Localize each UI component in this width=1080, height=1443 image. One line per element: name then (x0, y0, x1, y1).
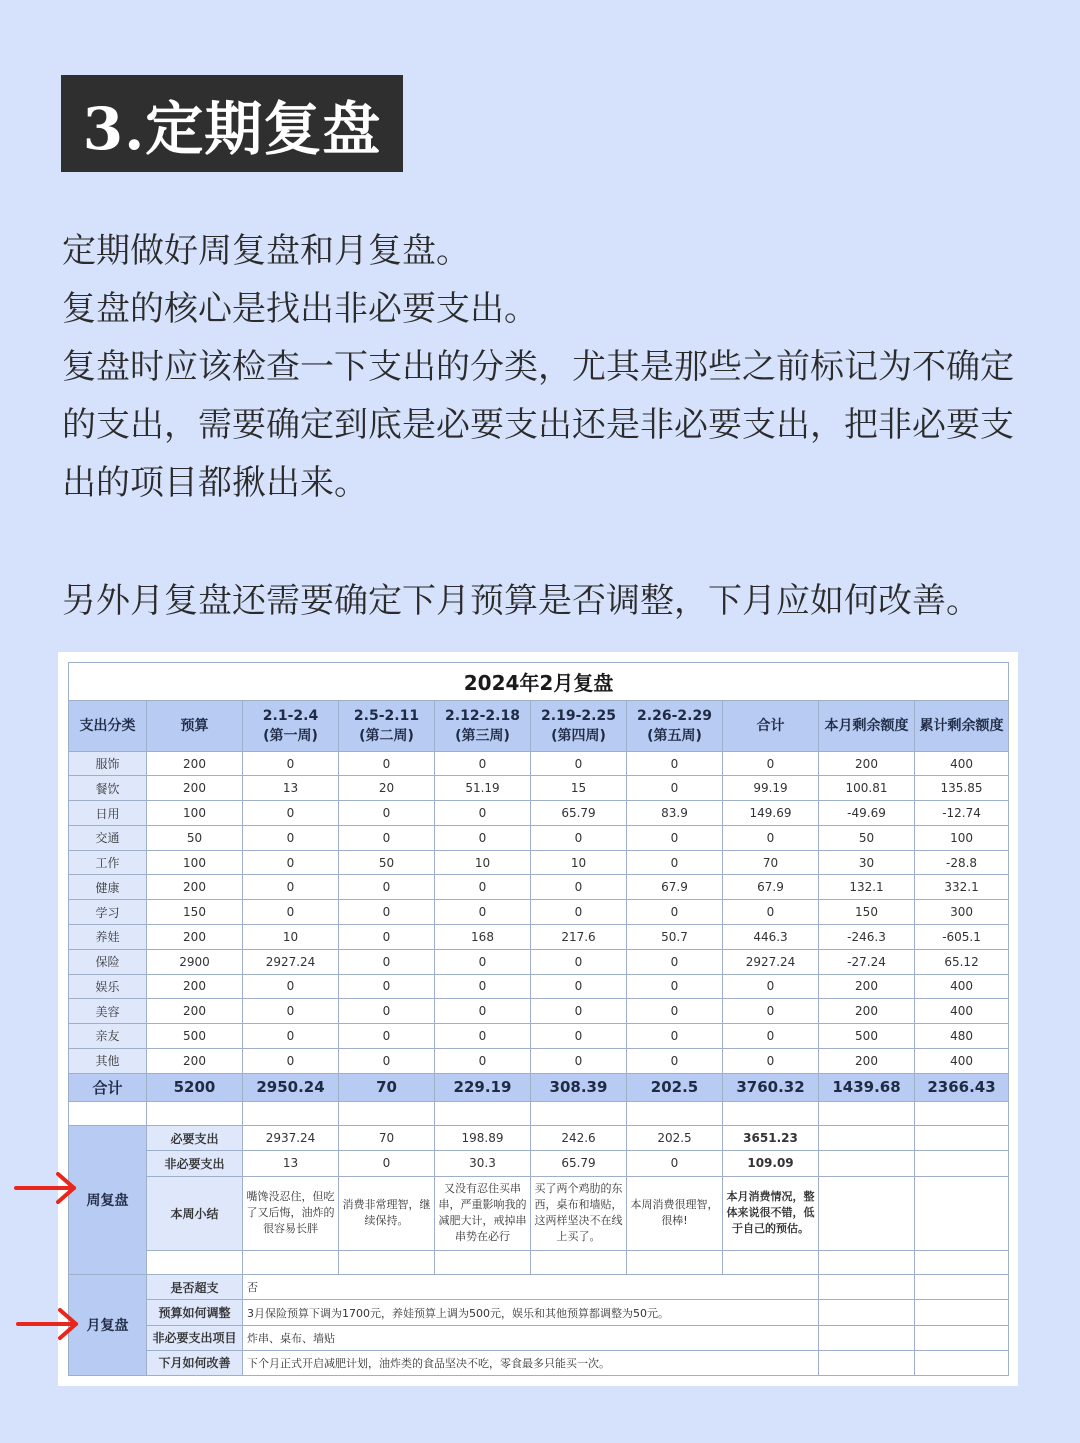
table-cell: 150 (147, 900, 243, 925)
header-month-remain: 本月剩余额度 (819, 701, 915, 751)
category-label: 亲友 (69, 1024, 147, 1049)
table-cell: 500 (819, 1024, 915, 1049)
table-cell: 0 (627, 1151, 723, 1176)
table-cell: 0 (243, 825, 339, 850)
table-cell: 135.85 (915, 776, 1009, 801)
table-cell: 3651.23 (723, 1126, 819, 1151)
table-cell: 0 (627, 1024, 723, 1049)
weekly-necessary-row (69, 1126, 1009, 1151)
table-cell: 0 (339, 801, 435, 826)
total-row (69, 1073, 1009, 1101)
table-cell: 0 (723, 825, 819, 850)
header-week1: 2.1-2.4 (第一周) (243, 701, 339, 751)
week-summary-note: 嘴馋没忍住，但吃了又后悔，油炸的很容易长胖 (243, 1176, 339, 1251)
table-cell: 0 (531, 875, 627, 900)
table-cell: 10 (243, 925, 339, 950)
table-row (69, 825, 1009, 850)
table-cell: 0 (435, 974, 531, 999)
monthly-row (69, 1300, 1009, 1325)
category-label: 服饰 (69, 751, 147, 776)
table-cell: 65.79 (531, 1151, 627, 1176)
weekly-unnecessary-row (69, 1151, 1009, 1176)
table-cell: 13 (243, 1151, 339, 1176)
table-cell: 0 (531, 999, 627, 1024)
table-cell: 0 (339, 1048, 435, 1073)
table-cell: 0 (723, 751, 819, 776)
table-cell: 70 (339, 1126, 435, 1151)
table-cell: 0 (723, 1048, 819, 1073)
table-cell: 0 (339, 925, 435, 950)
table-cell: 0 (627, 974, 723, 999)
table-cell: 200 (819, 751, 915, 776)
table-cell: 132.1 (819, 875, 915, 900)
table-cell: 50.7 (627, 925, 723, 950)
table-cell: 2937.24 (243, 1126, 339, 1151)
monthly-item-value: 3月保险预算下调为1700元，养娃预算上调为500元，娱乐和其他预算都调整为50元。 (243, 1300, 819, 1325)
table-cell: 2950.24 (243, 1073, 339, 1101)
table-cell: 0 (435, 949, 531, 974)
intro-line: 定期做好周复盘和月复盘。 (62, 231, 470, 271)
header-category: 支出分类 (69, 701, 147, 751)
table-cell: 10 (531, 850, 627, 875)
necessary-label: 必要支出 (147, 1126, 243, 1151)
table-cell: 332.1 (915, 875, 1009, 900)
table-cell: 149.69 (723, 801, 819, 826)
table-cell: 0 (435, 825, 531, 850)
table-cell: 50 (819, 825, 915, 850)
table-cell: 0 (627, 949, 723, 974)
table-cell: 100 (915, 825, 1009, 850)
table-cell: 65.79 (531, 801, 627, 826)
table-cell: 0 (531, 974, 627, 999)
table-cell: 0 (723, 999, 819, 1024)
table-cell: 400 (915, 974, 1009, 999)
spacer-row (69, 1101, 1009, 1125)
table-cell: 99.19 (723, 776, 819, 801)
table-cell: 0 (339, 825, 435, 850)
table-row (69, 925, 1009, 950)
table-cell: 200 (147, 1048, 243, 1073)
header-week4: 2.19-2.25 (第四周) (531, 701, 627, 751)
weekly-summary-row (69, 1176, 1009, 1251)
monthly-item-value: 炸串、桌布、墙贴 (243, 1325, 819, 1350)
table-cell: 0 (531, 1024, 627, 1049)
arrow-right-icon (16, 1306, 82, 1342)
header-total: 合计 (723, 701, 819, 751)
table-cell: 0 (627, 751, 723, 776)
table-cell: 400 (915, 999, 1009, 1024)
table-cell: 0 (435, 1024, 531, 1049)
table-cell: -28.8 (915, 850, 1009, 875)
table-cell: 70 (723, 850, 819, 875)
weekly-spacer-row (69, 1251, 1009, 1275)
table-cell: 0 (339, 875, 435, 900)
category-label: 其他 (69, 1048, 147, 1073)
week-summary-note: 本周消费很理智，很棒! (627, 1176, 723, 1251)
table-cell: 0 (627, 850, 723, 875)
monthly-row (69, 1275, 1009, 1300)
table-row (69, 751, 1009, 776)
table-cell: -12.74 (915, 801, 1009, 826)
table-cell: 200 (147, 751, 243, 776)
table-cell: 0 (531, 1048, 627, 1073)
table-cell: 83.9 (627, 801, 723, 826)
section-heading: 3.定期复盘 (61, 75, 403, 172)
category-label: 日用 (69, 801, 147, 826)
table-cell: 0 (339, 900, 435, 925)
table-cell: 0 (339, 751, 435, 776)
table-cell: 200 (819, 999, 915, 1024)
table-cell: 0 (531, 949, 627, 974)
table-cell: 0 (723, 1024, 819, 1049)
table-cell: 3760.32 (723, 1073, 819, 1101)
table-cell: 0 (243, 999, 339, 1024)
monthly-item-label: 预算如何调整 (147, 1300, 243, 1325)
table-cell: 100 (147, 801, 243, 826)
extra-note: 另外月复盘还需要确定下月预算是否调整，下月应如何改善。 (62, 581, 980, 621)
table-cell: 300 (915, 900, 1009, 925)
table-cell: 0 (243, 751, 339, 776)
category-label: 娱乐 (69, 974, 147, 999)
table-cell: 0 (531, 751, 627, 776)
week-summary-note: 买了两个鸡肋的东西，桌布和墙贴，这两样坚决不在线上买了。 (531, 1176, 627, 1251)
table-cell: 200 (147, 776, 243, 801)
table-cell: 0 (435, 900, 531, 925)
intro-line: 复盘时应该检查一下支出的分类，尤其是那些之前标记为不确定的支出，需要确定到底是必要支出还是非必要支出，把非必要支出的项目都揪出来。 (62, 347, 1014, 503)
table-title: 2024年2月复盘 (69, 663, 1009, 701)
table-cell: 65.12 (915, 949, 1009, 974)
header-cum-remain: 累计剩余额度 (915, 701, 1009, 751)
table-row (69, 850, 1009, 875)
table-row (69, 999, 1009, 1024)
table-cell: 0 (339, 949, 435, 974)
table-cell: 5200 (147, 1073, 243, 1101)
table-row (69, 1024, 1009, 1049)
table-cell: 400 (915, 751, 1009, 776)
table-cell: 0 (531, 825, 627, 850)
review-table-card (58, 652, 1018, 1386)
category-label: 工作 (69, 850, 147, 875)
table-cell: 0 (243, 900, 339, 925)
table-cell: 67.9 (627, 875, 723, 900)
total-label: 合计 (69, 1073, 147, 1101)
table-cell: 2927.24 (723, 949, 819, 974)
table-cell: 198.89 (435, 1126, 531, 1151)
table-cell: 0 (339, 999, 435, 1024)
table-cell: 446.3 (723, 925, 819, 950)
week-summary-note: 消费非常理智，继续保持。 (339, 1176, 435, 1251)
table-cell: 2366.43 (915, 1073, 1009, 1101)
table-cell: -27.24 (819, 949, 915, 974)
table-cell: 50 (147, 825, 243, 850)
table-cell: 200 (819, 1048, 915, 1073)
table-cell: 500 (147, 1024, 243, 1049)
table-cell: 100.81 (819, 776, 915, 801)
table-cell: 67.9 (723, 875, 819, 900)
table-cell: 168 (435, 925, 531, 950)
table-cell: 0 (243, 850, 339, 875)
table-cell: 0 (627, 900, 723, 925)
summary-label: 本周小结 (147, 1176, 243, 1251)
table-cell: 2927.24 (243, 949, 339, 974)
table-cell: 0 (435, 751, 531, 776)
table-cell: -49.69 (819, 801, 915, 826)
table-cell: 0 (243, 1048, 339, 1073)
header-week5: 2.26-2.29 (第五周) (627, 701, 723, 751)
category-label: 美容 (69, 999, 147, 1024)
table-cell: 229.19 (435, 1073, 531, 1101)
table-cell: 0 (435, 1048, 531, 1073)
table-cell: 70 (339, 1073, 435, 1101)
table-cell: 200 (147, 999, 243, 1024)
table-cell: 0 (627, 825, 723, 850)
monthly-row (69, 1350, 1009, 1375)
table-row (69, 949, 1009, 974)
table-cell: 1439.68 (819, 1073, 915, 1101)
unnecessary-label: 非必要支出 (147, 1151, 243, 1176)
monthly-item-label: 下月如何改善 (147, 1350, 243, 1375)
category-label: 养娃 (69, 925, 147, 950)
table-cell: 200 (147, 974, 243, 999)
table-cell: 2900 (147, 949, 243, 974)
monthly-item-value: 否 (243, 1275, 819, 1300)
monthly-row (69, 1325, 1009, 1350)
table-cell: 202.5 (627, 1126, 723, 1151)
table-cell: 13 (243, 776, 339, 801)
table-cell: 200 (147, 875, 243, 900)
table-cell: 50 (339, 850, 435, 875)
table-cell: -246.3 (819, 925, 915, 950)
table-cell: 400 (915, 1048, 1009, 1073)
table-cell: 100 (147, 850, 243, 875)
category-label: 学习 (69, 900, 147, 925)
review-table (68, 662, 1009, 1376)
table-row (69, 875, 1009, 900)
table-row (69, 900, 1009, 925)
intro-text (62, 222, 1022, 512)
table-cell: 0 (435, 875, 531, 900)
category-label: 餐饮 (69, 776, 147, 801)
table-cell: 150 (819, 900, 915, 925)
table-cell: 0 (627, 776, 723, 801)
table-header-row (69, 701, 1009, 751)
intro-line: 复盘的核心是找出非必要支出。 (62, 289, 538, 329)
table-row (69, 1048, 1009, 1073)
table-cell: -605.1 (915, 925, 1009, 950)
table-cell: 0 (243, 974, 339, 999)
table-cell: 51.19 (435, 776, 531, 801)
table-cell: 217.6 (531, 925, 627, 950)
table-cell: 480 (915, 1024, 1009, 1049)
category-label: 交通 (69, 825, 147, 850)
table-cell: 30 (819, 850, 915, 875)
monthly-review-label: 月复盘 (69, 1275, 147, 1376)
table-cell: 0 (435, 801, 531, 826)
table-cell: 0 (243, 875, 339, 900)
table-cell: 0 (435, 999, 531, 1024)
header-week2: 2.5-2.11 (第二周) (339, 701, 435, 751)
table-cell: 0 (531, 900, 627, 925)
table-cell: 20 (339, 776, 435, 801)
monthly-item-value: 下个月正式开启减肥计划，油炸类的食品坚决不吃，零食最多只能买一次。 (243, 1350, 819, 1375)
table-cell: 0 (627, 1048, 723, 1073)
table-cell: 0 (339, 974, 435, 999)
table-cell: 202.5 (627, 1073, 723, 1101)
table-cell: 0 (723, 900, 819, 925)
week-summary-note: 又没有忍住买串串，严重影响我的减肥大计，戒掉串串势在必行 (435, 1176, 531, 1251)
weekly-review-label: 周复盘 (69, 1126, 147, 1275)
table-cell: 0 (627, 999, 723, 1024)
arrow-right-icon (14, 1170, 80, 1206)
table-cell: 242.6 (531, 1126, 627, 1151)
monthly-item-label: 非必要支出项目 (147, 1325, 243, 1350)
header-week3: 2.12-2.18 (第三周) (435, 701, 531, 751)
table-cell: 200 (819, 974, 915, 999)
table-cell: 200 (147, 925, 243, 950)
table-row (69, 776, 1009, 801)
category-label: 保险 (69, 949, 147, 974)
table-cell: 0 (339, 1151, 435, 1176)
month-summary-note: 本月消费情况，整体来说很不错，低于自己的预估。 (723, 1176, 819, 1251)
table-cell: 0 (243, 1024, 339, 1049)
header-budget: 预算 (147, 701, 243, 751)
table-cell: 0 (243, 801, 339, 826)
monthly-item-label: 是否超支 (147, 1275, 243, 1300)
table-cell: 15 (531, 776, 627, 801)
table-row (69, 974, 1009, 999)
table-cell: 10 (435, 850, 531, 875)
table-cell: 308.39 (531, 1073, 627, 1101)
category-label: 健康 (69, 875, 147, 900)
table-row (69, 801, 1009, 826)
table-cell: 0 (723, 974, 819, 999)
table-cell: 0 (339, 1024, 435, 1049)
table-cell: 109.09 (723, 1151, 819, 1176)
table-cell: 30.3 (435, 1151, 531, 1176)
